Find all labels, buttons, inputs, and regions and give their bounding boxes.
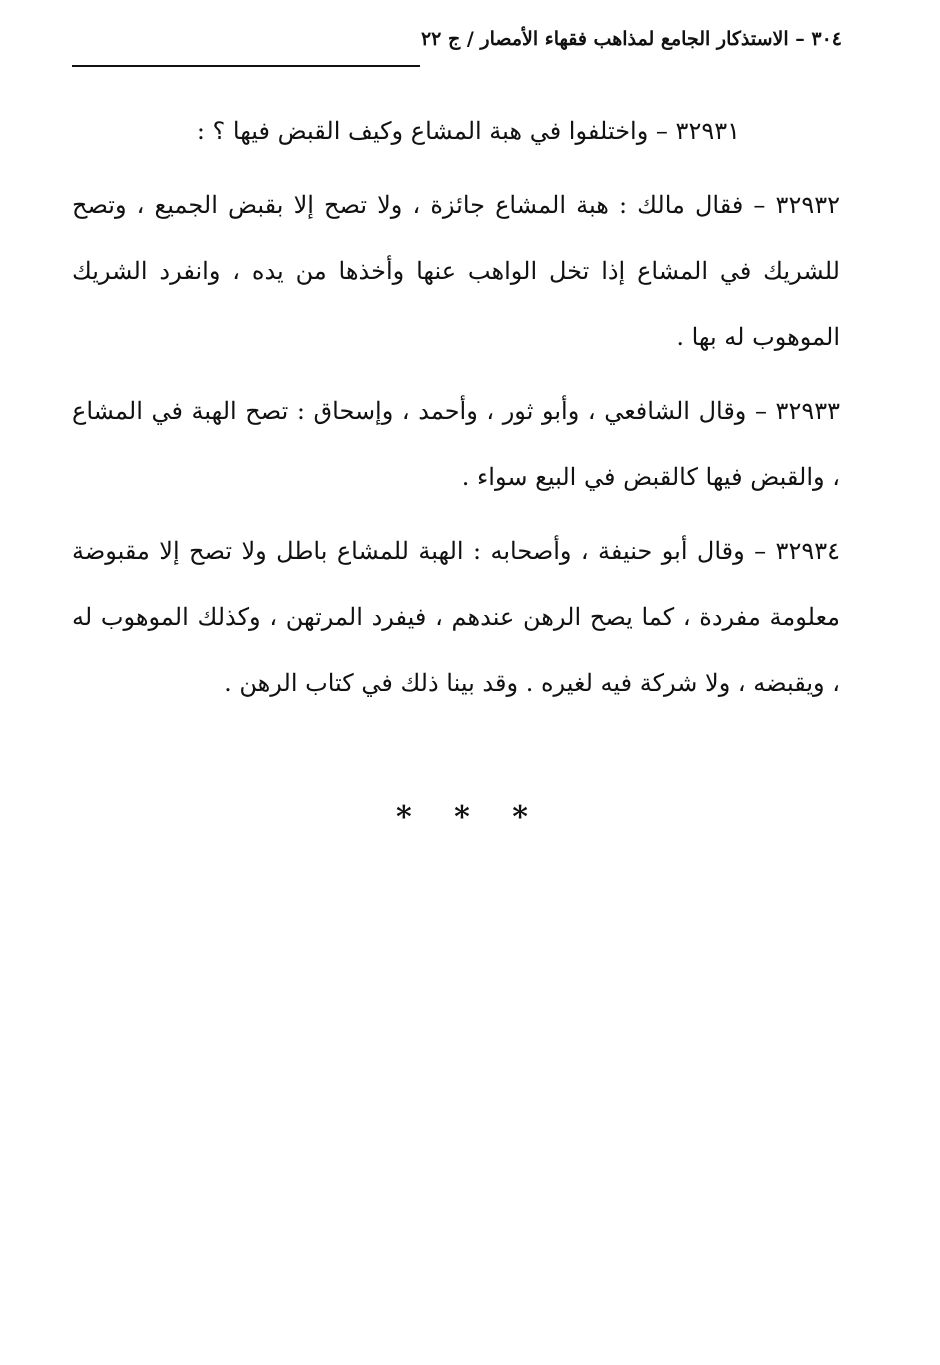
paragraph-32931: ٣٢٩٣١ – واختلفوا في هبة المشاع وكيف القبض فيها ؟ : xyxy=(196,117,740,145)
body-text xyxy=(72,98,840,724)
paragraph-32934: ٣٢٩٣٤ – وقال أبو حنيفة ، وأصحابه : الهبة للمشاع باطل ولا تصح إلا مقبوضة معلومة مفردة ، كما يصح الرهن عندهم ، فيفرد المرتهن ، وكذلك الموهوب له ، ويقبضه ، ولا شركة فيه لغيره . وقد بينا ذلك في كتاب الرهن . xyxy=(72,537,841,697)
running-head: ٣٠٤ – الاستذكار الجامع لمذاهب فقهاء الأمصار / ج ٢٢ xyxy=(420,28,842,50)
paragraph-32932: ٣٢٩٣٢ – فقال مالك : هبة المشاع جائزة ، ولا تصح إلا بقبض الجميع ، وتصح للشريك في المشاع إذا تخل الواهب عنها وأخذها من يده ، وانفرد الشريك الموهوب له بها . xyxy=(72,191,840,351)
header-rule xyxy=(72,65,420,67)
section-end-ornament: * * * xyxy=(396,800,544,835)
paragraph-32933: ٣٢٩٣٣ – وقال الشافعي ، وأبو ثور ، وأحمد ، وإسحاق : تصح الهبة في المشاع ، والقبض فيها كالقبض في البيع سواء . xyxy=(72,397,840,491)
